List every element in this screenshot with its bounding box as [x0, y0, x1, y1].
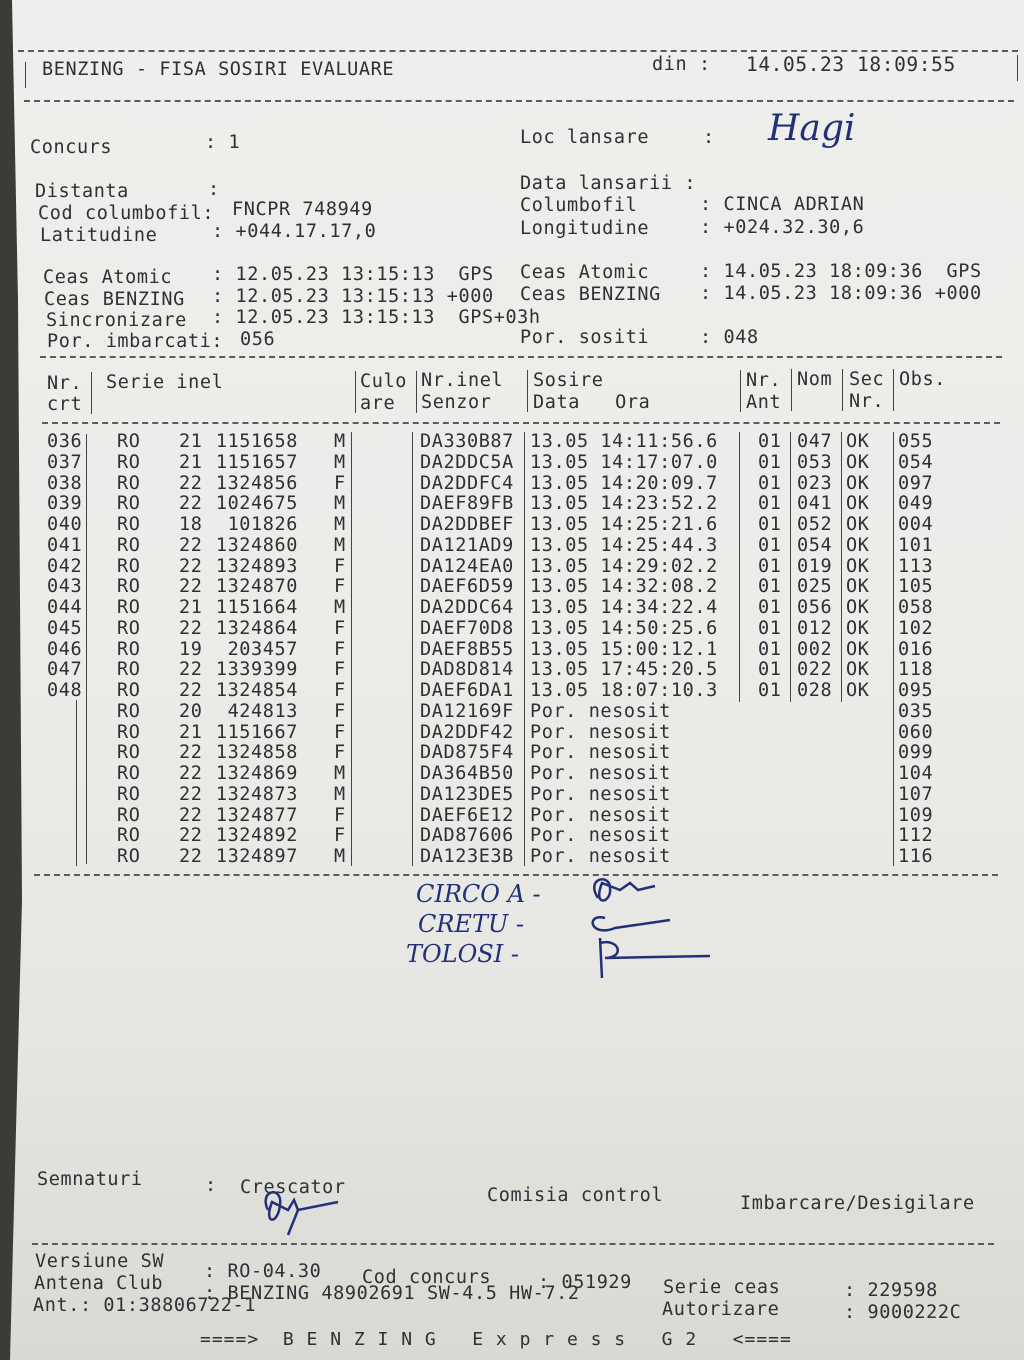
- cell-obs: 055: [898, 431, 934, 452]
- cell-ring-number: 1324864: [215, 617, 298, 639]
- cell-arrival: Por. nesosit: [530, 783, 671, 805]
- cell-ring-number: 1324897: [215, 846, 298, 867]
- cell-sex: F: [334, 804, 346, 826]
- cell-obs: 118: [898, 659, 934, 681]
- cell-sensor: DA124EA0: [420, 555, 514, 577]
- crescator-signature: [258, 1180, 348, 1240]
- th-serie-inel: Serie inel: [106, 372, 224, 393]
- cell-sensor: DAD8D814: [420, 659, 514, 681]
- cell-obs: 095: [898, 680, 934, 701]
- cell-obs: 054: [898, 451, 934, 473]
- cell-sensor: DA2DDC5A: [420, 451, 514, 473]
- cell-country: RO: [117, 514, 141, 535]
- cell-obs: 101: [898, 534, 934, 556]
- imbarcare-desigilare-label: Imbarcare/Desigilare: [740, 1193, 975, 1214]
- sincronizare-label: Sincronizare: [46, 310, 187, 331]
- cell-sex: M: [334, 451, 346, 473]
- cell-sensor: DAEF89FB: [420, 493, 514, 515]
- din-label: din :: [652, 54, 711, 75]
- col-sep: [412, 432, 413, 866]
- cell-year: 22: [179, 534, 203, 556]
- col-sep: [416, 371, 417, 413]
- cell-ring-number: 1324870: [215, 576, 298, 598]
- sincronizare-value: : 12.05.23 13:15:13 GPS+03h: [212, 307, 541, 328]
- cod-concurs-value: : 051929: [538, 1272, 632, 1293]
- cell-sec: OK: [846, 659, 870, 681]
- cell-sex: F: [334, 721, 346, 743]
- cell-obs: 116: [898, 846, 934, 867]
- col-sep: [791, 369, 792, 411]
- th-nr: Nr.: [47, 373, 83, 394]
- cell-nr-crt: 045: [47, 617, 83, 639]
- cell-year: 21: [179, 451, 203, 473]
- cell-year: 21: [179, 597, 203, 618]
- cell-sex: M: [334, 846, 346, 867]
- cell-country: RO: [117, 680, 141, 701]
- cell-arrival: Por. nesosit: [530, 804, 671, 826]
- col-sep: [893, 369, 894, 411]
- cod-columbofil-label: Cod columbofil:: [38, 203, 215, 224]
- cell-year: 22: [179, 783, 203, 805]
- cell-country: RO: [117, 825, 141, 847]
- cell-year: 22: [179, 742, 203, 764]
- cell-country: RO: [117, 534, 141, 556]
- cell-sex: F: [334, 742, 346, 764]
- antena-club-label: Antena Club: [34, 1273, 164, 1294]
- header-right-bar: [1017, 55, 1018, 81]
- cell-antenna: 01: [758, 431, 782, 452]
- cell-obs: 058: [898, 597, 934, 618]
- cell-nr-crt: 048: [47, 680, 83, 701]
- cell-sec: OK: [846, 617, 870, 639]
- cell-antenna: 01: [758, 514, 782, 535]
- ceas-atomic-end-label: Ceas Atomic: [520, 262, 650, 283]
- cell-country: RO: [117, 597, 141, 618]
- cell-antenna: 01: [758, 617, 782, 639]
- cell-nom: 052: [797, 514, 833, 535]
- cell-ring-number: 101826: [227, 514, 298, 535]
- cell-year: 22: [179, 472, 203, 494]
- ceas-atomic-label: Ceas Atomic: [43, 267, 173, 288]
- columbofil-value: : CINCA ADRIAN: [700, 194, 865, 215]
- cell-antenna: 01: [758, 451, 782, 473]
- table-bottom-rule: [34, 874, 998, 876]
- cell-ring-number: 1324869: [215, 763, 298, 784]
- columbofil-label: Columbofil: [520, 195, 638, 216]
- cell-arrival: 13.05 14:11:56.6: [530, 431, 718, 452]
- loc-lansare-handwritten: Hagi: [768, 108, 856, 149]
- cell-sex: M: [334, 534, 346, 556]
- cell-sec: OK: [846, 431, 870, 452]
- cell-sex: F: [334, 555, 346, 577]
- cell-sensor: DA364B50: [420, 763, 514, 784]
- cell-obs: 097: [898, 472, 934, 494]
- report-timestamp: 14.05.23 18:09:55: [746, 53, 956, 76]
- col-sep: [355, 371, 356, 413]
- latitudine-label: Latitudine: [40, 225, 158, 246]
- cell-country: RO: [117, 638, 141, 660]
- cell-year: 22: [179, 846, 203, 867]
- cell-year: 22: [179, 493, 203, 515]
- th-culo: Culo: [360, 371, 407, 392]
- semnaturi-label: Semnaturi: [37, 1169, 143, 1190]
- latitudine-value: : +044.17.17,0: [212, 221, 377, 242]
- cell-nr-crt: 047: [47, 659, 83, 681]
- col-sep: [790, 432, 791, 702]
- data-lansarii-label: Data lansarii :: [520, 173, 697, 194]
- handwritten-note-2: CRETU -: [418, 910, 524, 938]
- cell-year: 21: [179, 431, 203, 452]
- handwritten-note-3: TOLOSI -: [406, 940, 519, 968]
- cell-antenna: 01: [758, 534, 782, 556]
- th-nom: Nom: [797, 369, 833, 390]
- col-sep: [527, 370, 528, 412]
- col-sep: [91, 372, 92, 414]
- cell-nom: 002: [797, 638, 833, 660]
- cell-year: 22: [179, 659, 203, 681]
- cell-ring-number: 1151664: [215, 597, 298, 618]
- th-are: are: [360, 393, 396, 414]
- cell-ring-number: 1324892: [215, 825, 298, 847]
- cell-nom: 023: [797, 472, 833, 494]
- cell-sensor: DAD87606: [420, 825, 514, 847]
- cell-ring-number: 1324856: [215, 472, 298, 494]
- cell-nom: 028: [797, 680, 833, 701]
- cell-sex: F: [334, 659, 346, 681]
- col-sep: [76, 700, 77, 866]
- distanta-colon: :: [208, 179, 220, 200]
- cell-nr-crt: 039: [47, 493, 83, 515]
- cell-country: RO: [117, 493, 141, 515]
- ceas-benzing-end-label: Ceas BENZING: [520, 284, 661, 305]
- col-sep: [86, 434, 87, 864]
- cell-sec: OK: [846, 597, 870, 618]
- cell-year: 19: [179, 638, 203, 660]
- cell-nom: 053: [797, 451, 833, 473]
- cell-country: RO: [117, 804, 141, 826]
- cell-sensor: DAD875F4: [420, 742, 514, 764]
- cell-nr-crt: 036: [47, 431, 83, 452]
- cell-sex: F: [334, 825, 346, 847]
- cell-antenna: 01: [758, 680, 782, 701]
- cell-obs: 104: [898, 763, 934, 784]
- cell-sex: F: [334, 680, 346, 701]
- cell-country: RO: [117, 555, 141, 577]
- cell-sex: F: [334, 617, 346, 639]
- cell-arrival: 13.05 14:25:44.3: [530, 534, 718, 556]
- ceas-benzing-start: : 12.05.23 13:15:13 +000: [212, 286, 494, 307]
- antena-id: Ant.: 01:38806722-1: [33, 1295, 257, 1316]
- cell-arrival: 13.05 14:20:09.7: [530, 472, 718, 494]
- cod-concurs-label: Cod concurs: [362, 1267, 492, 1288]
- cell-antenna: 01: [758, 472, 782, 494]
- cell-sec: OK: [846, 680, 870, 701]
- cell-year: 20: [179, 700, 203, 722]
- cell-nom: 047: [797, 431, 833, 452]
- handwritten-note-1: CIRCO A -: [416, 880, 541, 908]
- cell-obs: 060: [898, 721, 934, 743]
- cell-country: RO: [117, 700, 141, 722]
- cell-obs: 035: [898, 700, 934, 722]
- cell-sex: M: [334, 514, 346, 535]
- cell-antenna: 01: [758, 597, 782, 618]
- cell-nom: 022: [797, 659, 833, 681]
- cell-sex: M: [334, 597, 346, 618]
- col-sep: [841, 432, 842, 702]
- cell-arrival: 13.05 14:17:07.0: [530, 451, 718, 473]
- versiune-sw-label: Versiune SW: [35, 1251, 165, 1272]
- table-header-rule: [42, 422, 1000, 424]
- cell-ring-number: 1324854: [215, 680, 298, 701]
- th-obs: Obs.: [899, 369, 946, 390]
- th-sec: Sec: [849, 369, 885, 390]
- longitudine-label: Longitudine: [520, 218, 650, 239]
- handwritten-signatures: [580, 868, 720, 988]
- cell-country: RO: [117, 846, 141, 867]
- cell-sex: M: [334, 783, 346, 805]
- cell-sensor: DA2DDBEF: [420, 514, 514, 535]
- cell-sec: OK: [846, 451, 870, 473]
- ceas-atomic-start: : 12.05.23 13:15:13 GPS: [212, 264, 494, 285]
- cell-arrival: 13.05 14:50:25.6: [530, 617, 718, 639]
- cell-antenna: 01: [758, 493, 782, 515]
- cell-country: RO: [117, 576, 141, 598]
- longitudine-value: : +024.32.30,6: [700, 217, 865, 238]
- cell-arrival: 13.05 15:00:12.1: [530, 638, 718, 660]
- cell-ring-number: 203457: [227, 638, 298, 660]
- cell-arrival: 13.05 18:07:10.3: [530, 680, 718, 701]
- col-sep: [842, 369, 843, 411]
- semnaturi-colon: :: [205, 1175, 217, 1196]
- concurs-label: Concurs: [30, 137, 113, 158]
- cell-sensor: DA2DDFC4: [420, 472, 514, 494]
- por-imbarcati-label: Por. imbarcati:: [47, 331, 224, 352]
- cell-nom: 054: [797, 534, 833, 556]
- cell-nom: 012: [797, 617, 833, 639]
- cell-ring-number: 1324877: [215, 804, 298, 826]
- cell-obs: 112: [898, 825, 934, 847]
- cell-sex: F: [334, 576, 346, 598]
- cell-arrival: 13.05 17:45:20.5: [530, 659, 718, 681]
- cell-arrival: 13.05 14:29:02.2: [530, 555, 718, 577]
- top-dashed-rule: [18, 50, 1018, 52]
- cell-obs: 004: [898, 514, 934, 535]
- cell-country: RO: [117, 783, 141, 805]
- antena-club-value: : BENZING 48902691 SW-4.5 HW-7.2: [204, 1283, 580, 1304]
- cell-arrival: Por. nesosit: [530, 742, 671, 764]
- cell-obs: 049: [898, 493, 934, 515]
- concurs-value: : 1: [205, 132, 241, 153]
- cell-country: RO: [117, 659, 141, 681]
- cell-arrival: Por. nesosit: [530, 721, 671, 743]
- cell-year: 22: [179, 763, 203, 784]
- cell-obs: 102: [898, 617, 934, 639]
- por-sositi-label: Por. sositi: [520, 327, 650, 348]
- ceas-benzing-label: Ceas BENZING: [44, 289, 185, 310]
- cell-nr-crt: 044: [47, 597, 83, 618]
- cell-sex: M: [334, 763, 346, 784]
- cell-nom: 025: [797, 576, 833, 598]
- cell-sensor: DA2DDF42: [420, 721, 514, 743]
- cell-year: 22: [179, 680, 203, 701]
- cell-antenna: 01: [758, 555, 782, 577]
- th-sosire: Sosire: [533, 370, 604, 391]
- cell-sensor: DA330B87: [420, 431, 514, 452]
- th-nr-ant: Nr.: [746, 370, 782, 391]
- cell-sensor: DAEF6E12: [420, 804, 514, 826]
- cell-nr-crt: 042: [47, 555, 83, 577]
- cell-sensor: DA12169F: [420, 700, 514, 722]
- cell-year: 21: [179, 721, 203, 743]
- cell-arrival: 13.05 14:25:21.6: [530, 514, 718, 535]
- cell-ring-number: 1324893: [215, 555, 298, 577]
- table-top-rule: [40, 356, 1002, 358]
- cell-nom: 019: [797, 555, 833, 577]
- cell-year: 22: [179, 576, 203, 598]
- page-title: BENZING - FISA SOSIRI EVALUARE: [42, 59, 395, 80]
- cell-arrival: Por. nesosit: [530, 846, 671, 867]
- cell-sec: OK: [846, 514, 870, 535]
- crescator-label: Crescator: [240, 1177, 346, 1198]
- cell-nr-crt: 046: [47, 638, 83, 660]
- por-sositi-value: : 048: [700, 327, 759, 348]
- autorizare-label: Autorizare: [662, 1299, 780, 1320]
- ceas-atomic-end: : 14.05.23 18:09:36 GPS: [700, 261, 982, 282]
- cell-arrival: 13.05 14:32:08.2: [530, 576, 718, 598]
- cell-nr-crt: 040: [47, 514, 83, 535]
- distanta-label: Distanta: [35, 181, 129, 202]
- autorizare-value: : 9000222C: [844, 1302, 962, 1323]
- cell-obs: 109: [898, 804, 934, 826]
- versiune-sw-value: : RO-04.30: [204, 1261, 322, 1282]
- ceas-benzing-end: : 14.05.23 18:09:36 +000: [700, 283, 982, 304]
- cell-country: RO: [117, 742, 141, 764]
- cell-ring-number: 1324860: [215, 534, 298, 556]
- cell-sensor: DAEF6D59: [420, 576, 514, 598]
- col-sep: [740, 370, 741, 412]
- cell-obs: 107: [898, 783, 934, 805]
- cell-country: RO: [117, 763, 141, 784]
- loc-lansare-colon: :: [703, 127, 715, 148]
- cell-antenna: 01: [758, 638, 782, 660]
- cell-year: 22: [179, 825, 203, 847]
- cell-arrival: Por. nesosit: [530, 825, 671, 847]
- cell-sensor: DA121AD9: [420, 534, 514, 556]
- cell-year: 22: [179, 804, 203, 826]
- cell-country: RO: [117, 472, 141, 494]
- cell-nr-crt: 037: [47, 451, 83, 473]
- cell-ring-number: 1324858: [215, 742, 298, 764]
- cell-sec: OK: [846, 472, 870, 494]
- cell-nr-crt: 041: [47, 534, 83, 556]
- cod-columbofil-value: FNCPR 748949: [232, 199, 373, 220]
- header-left-bar: [25, 62, 26, 88]
- serie-ceas-label: Serie ceas: [663, 1277, 781, 1298]
- th-nr-inel: Nr.inel: [421, 370, 504, 391]
- cell-year: 18: [179, 514, 203, 535]
- loc-lansare-label: Loc lansare: [520, 127, 650, 148]
- cell-year: 22: [179, 555, 203, 577]
- th-crt: crt: [47, 394, 83, 415]
- cell-sex: F: [334, 700, 346, 722]
- cell-sensor: DAEF8B55: [420, 638, 514, 660]
- cell-ring-number: 424813: [227, 700, 298, 722]
- serie-ceas-value: : 229598: [844, 1280, 938, 1301]
- cell-year: 22: [179, 617, 203, 639]
- comisia-control-label: Comisia control: [487, 1185, 664, 1206]
- cell-obs: 016: [898, 638, 934, 660]
- cell-sex: M: [334, 493, 346, 515]
- cell-sec: OK: [846, 555, 870, 577]
- cell-sensor: DA123DE5: [420, 783, 514, 805]
- cell-nom: 056: [797, 597, 833, 618]
- cell-ring-number: 1339399: [215, 659, 298, 681]
- cell-arrival: Por. nesosit: [530, 700, 671, 722]
- cell-arrival: 13.05 14:34:22.4: [530, 597, 718, 618]
- cell-country: RO: [117, 721, 141, 743]
- cell-ring-number: 1151667: [215, 721, 298, 743]
- cell-sec: OK: [846, 493, 870, 515]
- cell-arrival: Por. nesosit: [530, 763, 671, 784]
- cell-ring-number: 1024675: [215, 493, 298, 515]
- cell-obs: 105: [898, 576, 934, 598]
- cell-obs: 099: [898, 742, 934, 764]
- cell-country: RO: [117, 617, 141, 639]
- cell-antenna: 01: [758, 659, 782, 681]
- cell-obs: 113: [898, 555, 934, 577]
- cell-sex: F: [334, 638, 346, 660]
- cell-country: RO: [117, 431, 141, 452]
- cell-arrival: 13.05 14:23:52.2: [530, 493, 718, 515]
- cell-sex: F: [334, 472, 346, 494]
- cell-nom: 041: [797, 493, 833, 515]
- cell-ring-number: 1324873: [215, 783, 298, 805]
- col-sep: [524, 432, 525, 866]
- cell-antenna: 01: [758, 576, 782, 598]
- col-sep: [893, 432, 894, 866]
- col-sep: [351, 432, 352, 866]
- th-senzor: Senzor: [421, 392, 492, 413]
- cell-sensor: DA2DDC64: [420, 597, 514, 618]
- cell-sex: M: [334, 431, 346, 452]
- cell-nr-crt: 038: [47, 472, 83, 494]
- th-ant: Ant: [746, 392, 782, 413]
- header-dashed-rule: [24, 100, 1014, 102]
- cell-sec: OK: [846, 534, 870, 556]
- footer-top-rule: [32, 1243, 994, 1245]
- cell-sec: OK: [846, 576, 870, 598]
- cell-sensor: DAEF70D8: [420, 617, 514, 639]
- cell-ring-number: 1151657: [215, 451, 298, 473]
- cell-sensor: DA123E3B: [420, 846, 514, 867]
- th-data-ora: Data Ora: [533, 392, 651, 413]
- benzing-express-brand: ====> B E N Z I N G E x p r e s s G 2 <====: [200, 1329, 792, 1350]
- por-imbarcati-value: 056: [240, 329, 276, 350]
- cell-ring-number: 1151658: [215, 431, 298, 452]
- cell-nr-crt: 043: [47, 576, 83, 598]
- cell-country: RO: [117, 451, 141, 473]
- th-sec-nr: Nr.: [849, 391, 885, 412]
- col-sep: [739, 432, 740, 702]
- cell-sec: OK: [846, 638, 870, 660]
- cell-sensor: DAEF6DA1: [420, 680, 514, 701]
